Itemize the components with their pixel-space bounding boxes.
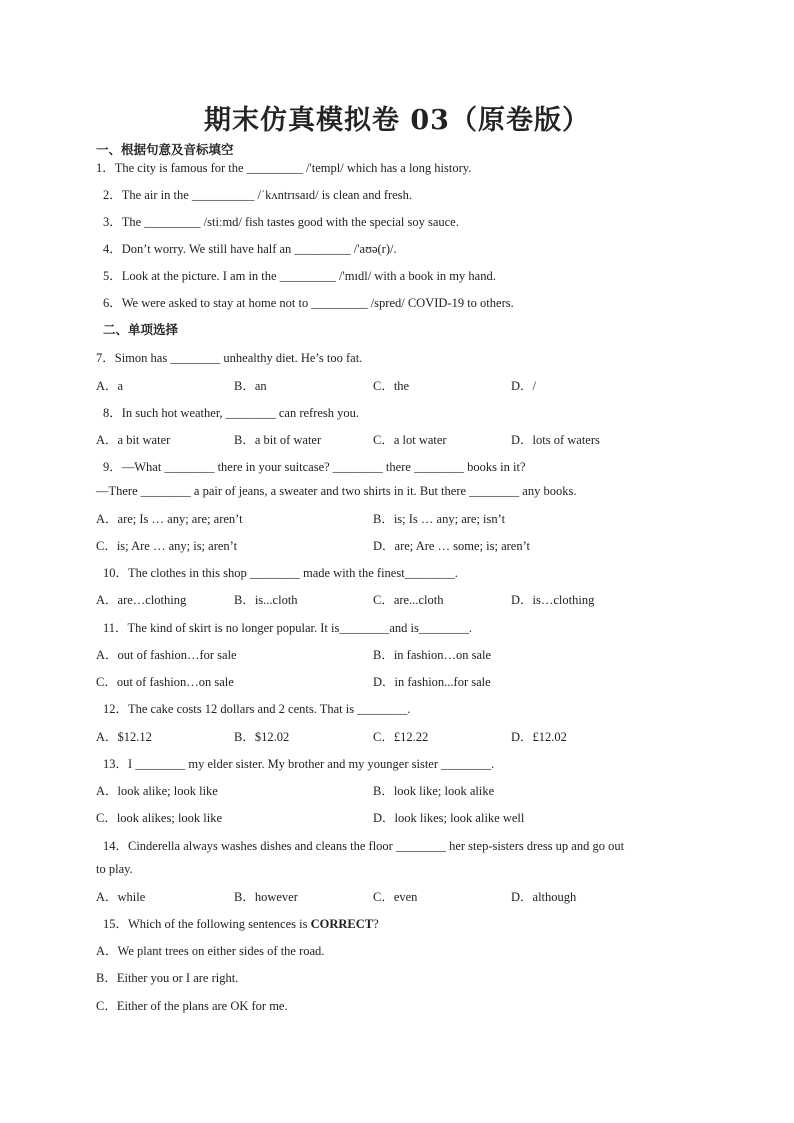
option-a: A．are…clothing [96,593,187,607]
question-14-stem-2: to play. [96,862,133,876]
question-15-keyword: CORRECT [310,917,374,931]
fill-question-5: 5．Look at the picture. I am in the _________ /'mɪdl/ with a book in my hand. [103,269,496,283]
question-15-stem-end: ? [373,917,379,931]
option-c: C．even [373,890,418,904]
option-c: C．£12.22 [373,730,429,744]
option-a: A．out of fashion…for sale [96,648,237,662]
question-9-stem: 9．—What ________ there in your suitcase? ________ there ________ books in it? [103,460,526,474]
option-a: A．look alike; look like [96,784,218,798]
option-d: D．although [511,890,577,904]
option-c: C．Either of the plans are OK for me. [96,999,288,1013]
question-10-stem: 10．The clothes in this shop ________ made with the finest________. [103,566,458,580]
fill-question-4: 4．Don’t worry. We still have half an _________ /'aʊə(r)/. [103,242,397,256]
question-15-stem [103,914,379,932]
option-d: D．£12.02 [511,730,567,744]
option-d: D．lots of waters [511,433,600,447]
option-b: B．look like; look alike [373,784,495,798]
question-11-stem: 11．The kind of skirt is no longer popular. It is________and is________. [103,621,472,635]
option-a: A．$12.12 [96,730,152,744]
option-a: A．are; Is … any; are; aren’t [96,512,243,526]
question-14-stem: 14．Cinderella always washes dishes and cleans the floor ________ her step-sisters dress up and go out [103,839,625,853]
option-c: C．a lot water [373,433,447,447]
option-c: C．are...cloth [373,593,444,607]
fill-question-3: 3．The _________ /stiːmd/ fish tastes good with the special soy sauce. [103,215,459,229]
fill-question-2: 2．The air in the __________ /ˈkʌntrɪsaɪd/ is clean and fresh. [103,188,412,202]
option-d: D．look likes; look alike well [373,811,525,825]
option-c: C．look alikes; look like [96,811,223,825]
option-a: A．We plant trees on either sides of the road. [96,944,325,958]
question-15-stem-text: 15．Which of the following sentences is [103,917,311,931]
option-d: D．are; Are … some; is; aren’t [373,539,531,553]
option-b: B．is; Is … any; are; isn’t [373,512,506,526]
option-b: B．is...cloth [234,593,298,607]
option-c: C．out of fashion…on sale [96,675,234,689]
option-b: B．Either you or I are right. [96,971,239,985]
question-7-stem: 7．Simon has ________ unhealthy diet. He’s too fat. [96,351,363,365]
fill-question-6: 6．We were asked to stay at home not to _________ /spred/ COVID-19 to others. [103,296,514,310]
option-d: D．in fashion...for sale [373,675,491,689]
section-heading-choice: 二、单项选择 [103,322,179,337]
option-d: D．is…clothing [511,593,595,607]
option-b: B．an [234,379,267,393]
option-b: B．in fashion…on sale [373,648,492,662]
option-b: B．however [234,890,298,904]
page-title: 期末仿真模拟卷 03（原卷版） [204,105,590,136]
option-b: B．a bit of water [234,433,322,447]
option-a: A．a [96,379,124,393]
option-a: A．a bit water [96,433,171,447]
option-c: C．the [373,379,410,393]
fill-question-1: 1．The city is famous for the _________ /'templ/ which has a long history. [96,161,472,175]
section-heading-fill: 一、根据句意及音标填空 [96,142,234,157]
question-9-stem-2: —There ________ a pair of jeans, a sweater and two shirts in it. But there ________ any books. [96,484,577,498]
option-a: A．while [96,890,146,904]
option-b: B．$12.02 [234,730,290,744]
question-13-stem: 13．I ________ my elder sister. My brother and my younger sister ________. [103,757,495,771]
option-d: D．/ [511,379,537,393]
question-8-stem: 8．In such hot weather, ________ can refresh you. [103,406,360,420]
question-12-stem: 12．The cake costs 12 dollars and 2 cents. That is ________. [103,702,411,716]
option-c: C．is; Are … any; is; aren’t [96,539,238,553]
